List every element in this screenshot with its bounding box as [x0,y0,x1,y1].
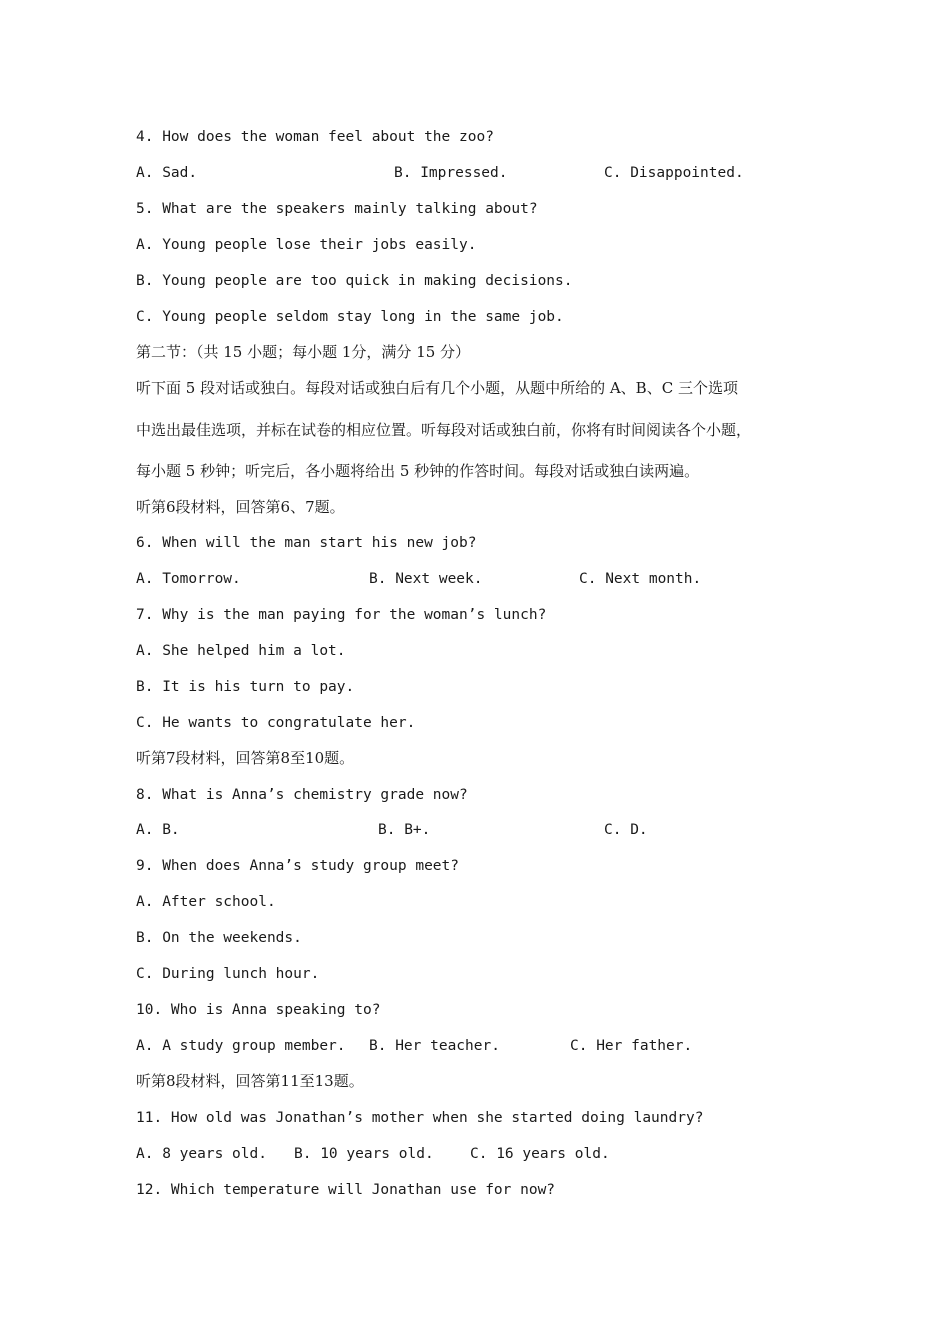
q5-stem: 5. What are the speakers mainly talking about? [136,201,538,217]
q8-option-a: A. B. [136,822,180,838]
material-6-intro: 听第6段材料，回答第6、7题。 [136,498,345,516]
q10-option-a: A. A study group member. [136,1038,346,1054]
section-heading: 第二节：（共 15 小题；每小题 1分，满分 15 分） [136,343,471,361]
q7-option-c: C. He wants to congratulate her. [136,715,416,731]
q7-option-b: B. It is his turn to pay. [136,679,355,695]
q9-stem: 9. When does Anna’s study group meet? [136,858,460,874]
q4-option-a: A. Sad. [136,165,198,181]
q5-option-c: C. Young people seldom stay long in the same job. [136,309,564,325]
q11-option-a: A. 8 years old. [136,1146,267,1162]
q4-option-b: B. Impressed. [394,165,508,181]
section-instructions-line-3: 每小题 5 秒钟；听完后，各小题将给出 5 秒钟的作答时间。每段对话或独白读两遍。 [136,462,700,480]
material-7-intro: 听第7段材料，回答第8至10题。 [136,749,355,767]
q6-stem: 6. When will the man start his new job? [136,535,477,551]
q9-option-c: C. During lunch hour. [136,966,320,982]
material-8-intro: 听第8段材料，回答第11至13题。 [136,1072,364,1090]
q8-option-c: C. D. [604,822,648,838]
q4-option-c: C. Disappointed. [604,165,744,181]
q8-stem: 8. What is Anna’s chemistry grade now? [136,787,468,803]
q11-option-c: C. 16 years old. [470,1146,610,1162]
q6-option-a: A. Tomorrow. [136,571,241,587]
q9-option-b: B. On the weekends. [136,930,302,946]
q7-stem: 7. Why is the man paying for the woman’s lunch? [136,607,547,623]
q11-option-b: B. 10 years old. [294,1146,434,1162]
q6-option-c: C. Next month. [579,571,702,587]
q10-option-b: B. Her teacher. [369,1038,500,1054]
q5-option-b: B. Young people are too quick in making decisions. [136,273,573,289]
q6-option-b: B. Next week. [369,571,483,587]
q8-option-b: B. B+. [378,822,431,838]
q9-option-a: A. After school. [136,894,276,910]
q7-option-a: A. She helped him a lot. [136,643,346,659]
q5-option-a: A. Young people lose their jobs easily. [136,237,477,253]
q4-stem: 4. How does the woman feel about the zoo? [136,129,494,145]
q11-stem: 11. How old was Jonathan’s mother when she started doing laundry? [136,1110,704,1126]
q12-stem: 12. Which temperature will Jonathan use for now? [136,1182,556,1198]
section-instructions-line-2: 中选出最佳选项，并标在试卷的相应位置。听每段对话或独白前，你将有时间阅读各个小题， [136,421,752,439]
q10-stem: 10. Who is Anna speaking to? [136,1002,381,1018]
q10-option-c: C. Her father. [570,1038,693,1054]
section-instructions-line-1: 听下面 5 段对话或独白。每段对话或独白后有几个小题，从题中所给的 A、B、C 三个选项 [136,379,738,397]
